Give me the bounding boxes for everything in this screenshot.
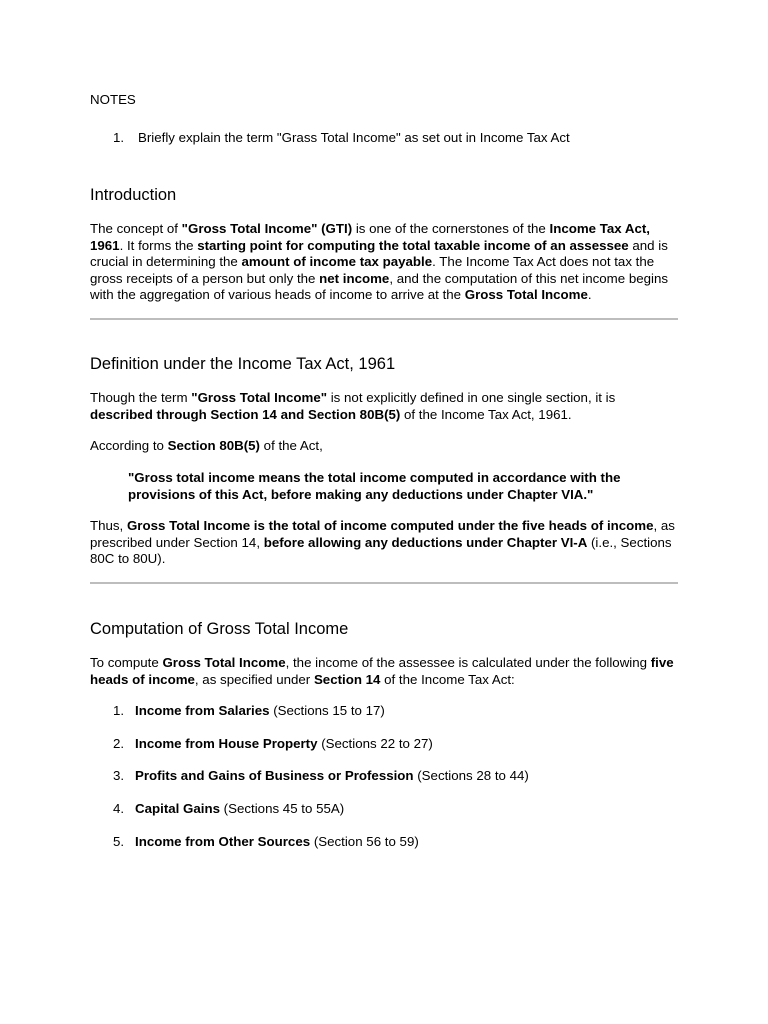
list-item: 5. Income from Other Sources (Section 56 to 59) (113, 834, 419, 849)
list-item: 1. Income from Salaries (Sections 15 to 17) (113, 703, 385, 718)
list-item: 4. Capital Gains (Sections 45 to 55A) (113, 801, 345, 816)
computation-heading: Computation of Gross Total Income (90, 620, 349, 638)
introduction-paragraph: The concept of "Gross Total Income" (GTI) is one of the cornerstones of the Income Tax Act, 1961. It forms the starting point for computing the total taxable income of an assessee and is crucial in determining the amount of income tax payable. The Income Tax Act does not tax the gross receipts of a person but only the net income, and the computation of this net income begins with the aggregation of various heads of income to arrive at the Gross Total Income. (90, 221, 669, 302)
question-item (113, 130, 570, 145)
definition-quote: "Gross total income means the total income computed in accordance with the provisions of this Act, before making any deductions under Chapter VIA." (128, 470, 621, 502)
computation-paragraph: To compute Gross Total Income, the income of the assessee is calculated under the following five heads of income, as specified under Section 14 of the Income Tax Act: (90, 655, 674, 687)
according-paragraph: According to Section 80B(5) of the Act, (90, 438, 323, 453)
definition-heading: Definition under the Income Tax Act, 1961 (90, 355, 396, 373)
definition-paragraph: Though the term "Gross Total Income" is not explicitly defined in one single section, it is described through Section 14 and Section 80B(5) of the Income Tax Act, 1961. (90, 390, 616, 422)
section-divider (90, 318, 678, 320)
question-text: Briefly explain the term "Grass Total Income" as set out in Income Tax Act (138, 130, 570, 145)
introduction-heading: Introduction (90, 186, 177, 204)
question-number: 1. (113, 130, 125, 145)
notes-label: NOTES (90, 92, 136, 107)
list-item: 2. Income from House Property (Sections 22 to 27) (113, 736, 433, 751)
list-item: 3. Profits and Gains of Business or Profession (Sections 28 to 44) (113, 768, 529, 783)
section-divider (90, 582, 678, 584)
thus-paragraph: Thus, Gross Total Income is the total of income computed under the five heads of income, as prescribed under Section 14, before allowing any deductions under Chapter VI-A (i.e., Sections 80C to 80U). (90, 518, 675, 566)
